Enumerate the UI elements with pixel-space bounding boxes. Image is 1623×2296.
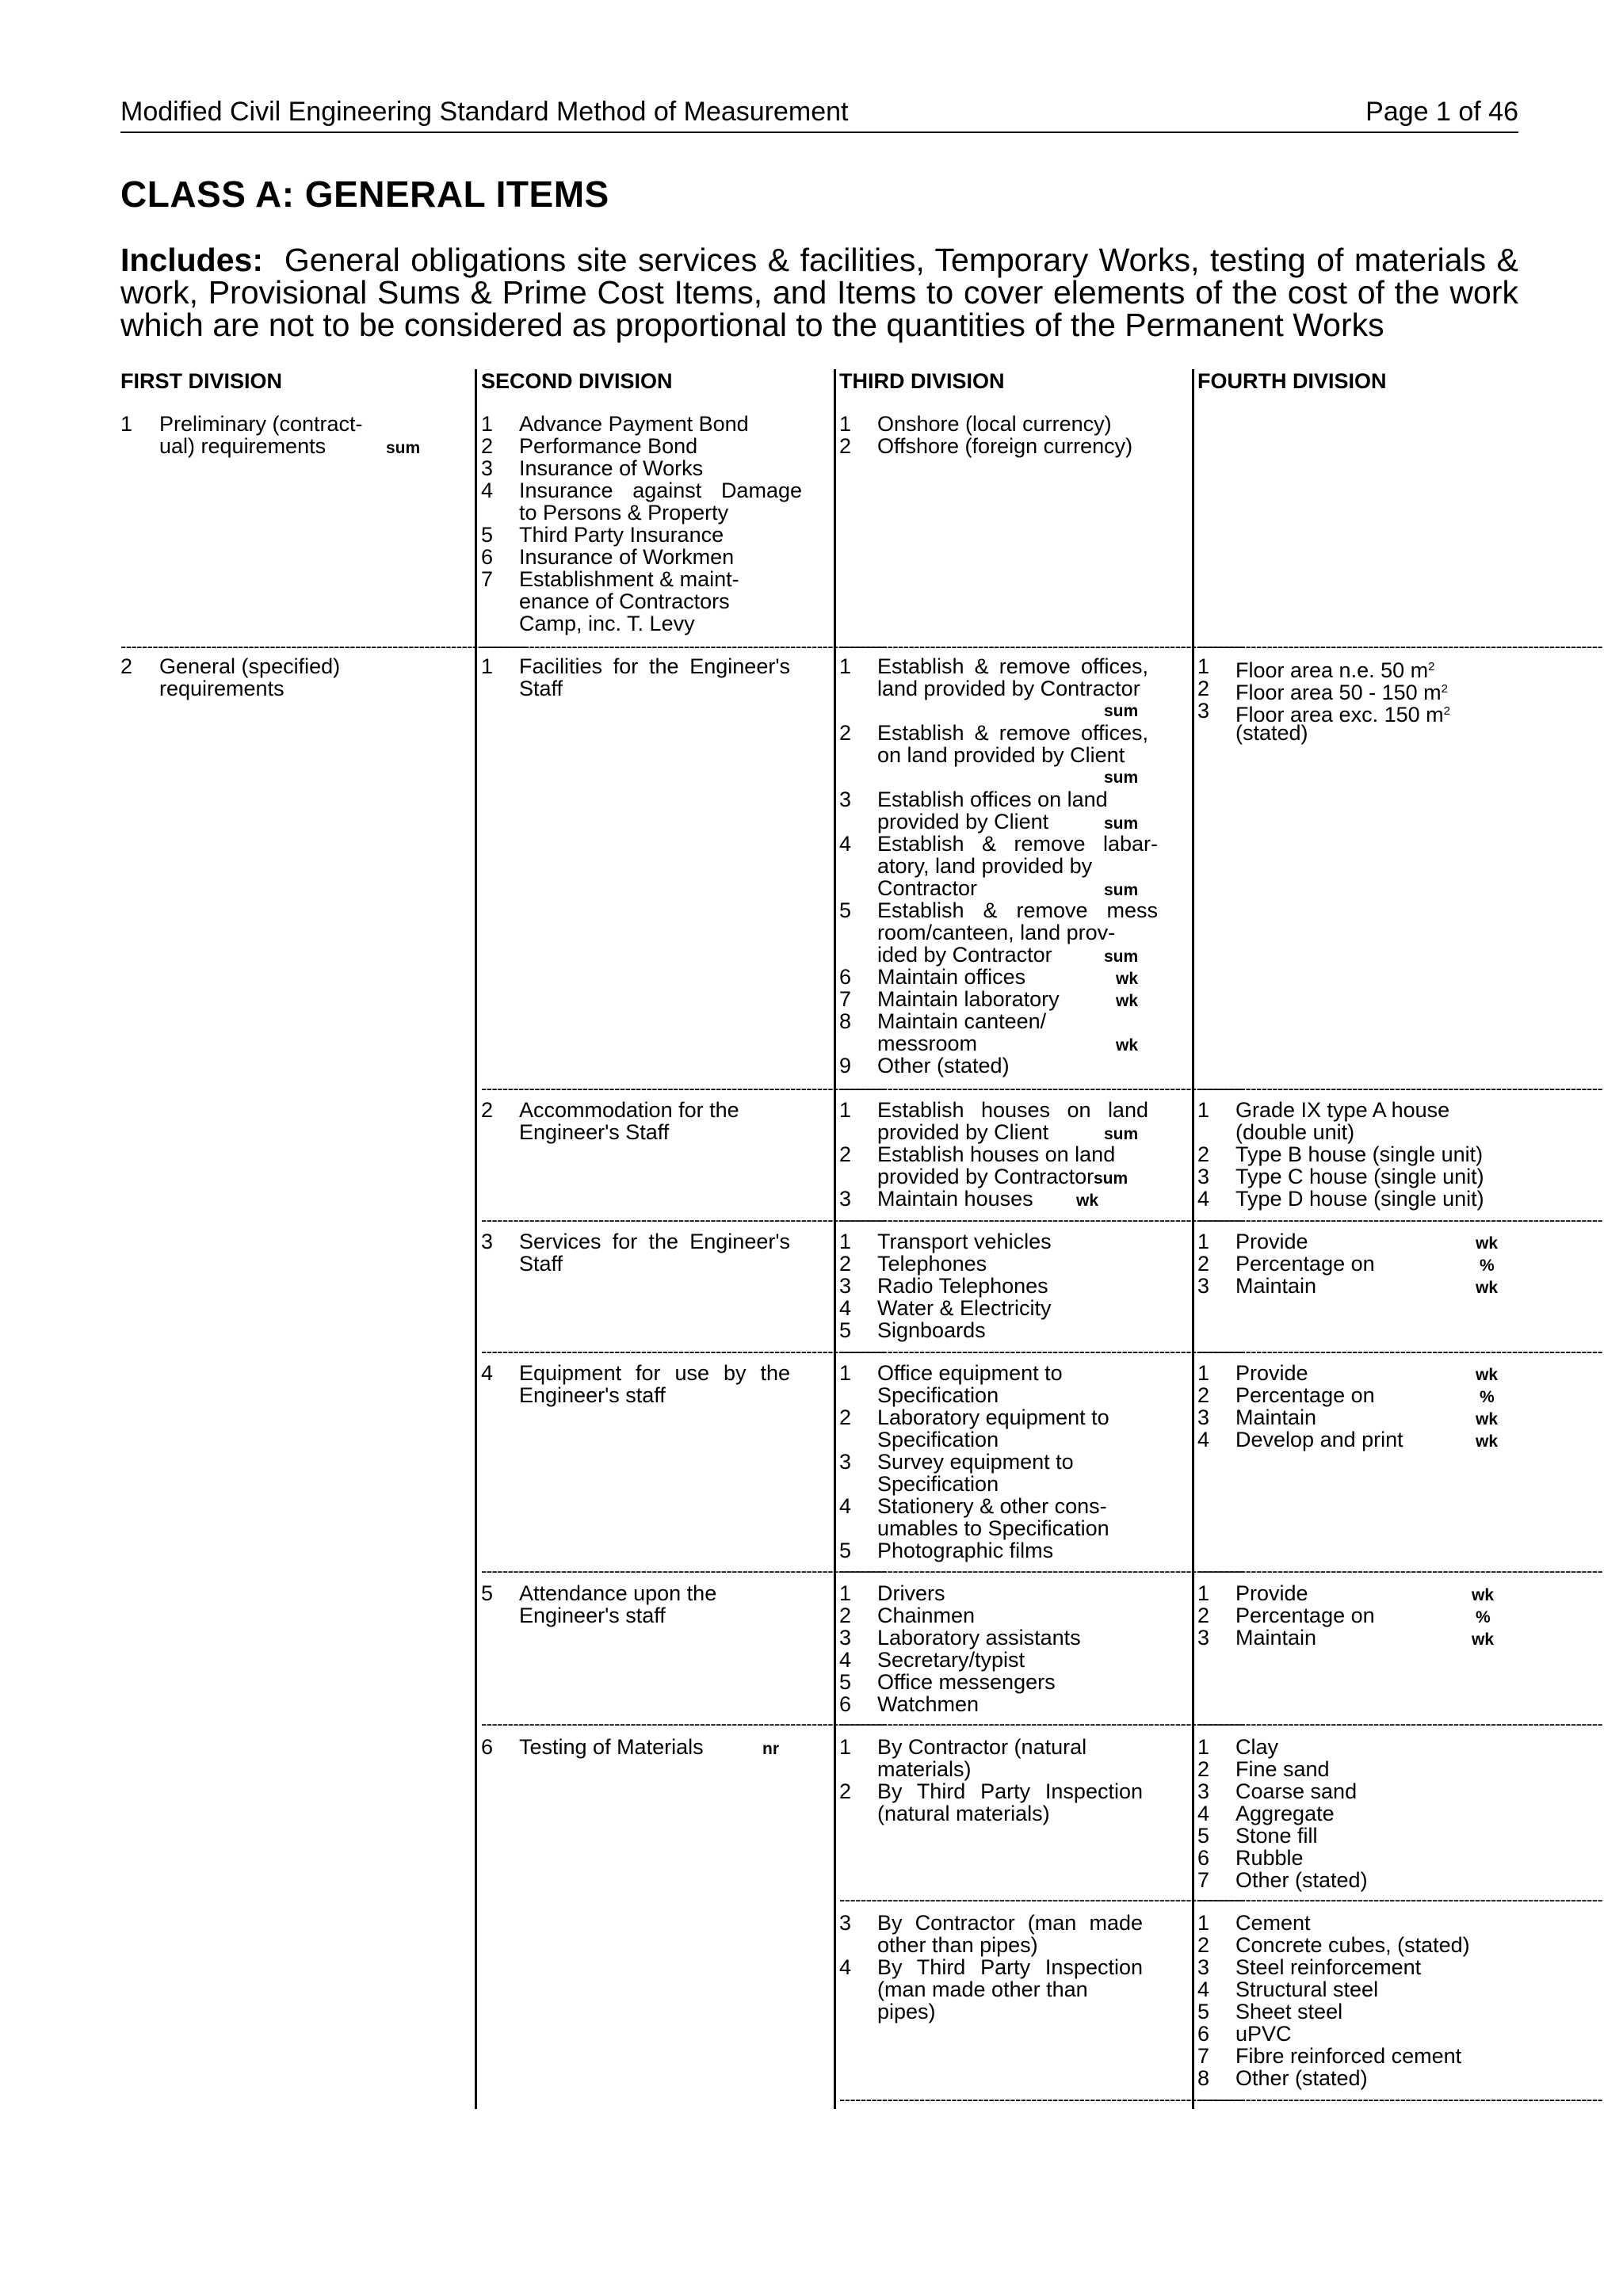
fourth-item-label: Sheet steel: [1235, 2000, 1343, 2023]
second-division-header: SECOND DIVISION: [481, 369, 673, 393]
third-item-label: provided by Client: [877, 810, 1049, 833]
fourth-item-label: Grade IX type A house: [1235, 1098, 1450, 1122]
fourth-item-label: Type C house (single unit): [1235, 1165, 1484, 1188]
first-item-label: ual) requirements: [159, 434, 327, 458]
third-item-label: Establish & remove offices,: [877, 721, 1148, 745]
unit-label: %: [1476, 1608, 1491, 1627]
third-item-label: Maintain offices: [877, 965, 1026, 989]
second-item-number: 2: [481, 1098, 494, 1122]
separator: ----------------------------------------------------------------------------: [481, 1210, 887, 1230]
fourth-division-header: FOURTH DIVISION: [1197, 369, 1387, 393]
fourth-item-number: 1: [1197, 1735, 1210, 1759]
third-item-label: provided by Client: [877, 1120, 1049, 1144]
fourth-item-number: 5: [1197, 2000, 1210, 2023]
fourth-item-label: Floor area 50 - 150 $m^2$: [1235, 681, 1448, 704]
third-item-label: Drivers: [877, 1581, 945, 1605]
second-item-number: 5: [481, 1581, 494, 1605]
second-item-number: 2: [481, 434, 494, 458]
fourth-item-label: Floor area exc. 150 $m^2$: [1235, 703, 1450, 727]
separator: ----------------------------------------------------------------------------: [1197, 636, 1603, 656]
third-item-label: Maintain canteen/: [877, 1009, 1047, 1033]
third-item-label: (man made other than: [877, 1978, 1088, 2001]
fourth-item-number: 4: [1197, 1802, 1210, 1825]
fourth-item-number: 2: [1197, 1252, 1210, 1276]
fourth-item-label: Other (stated): [1235, 1868, 1368, 1892]
third-item-label: room/canteen, land prov-: [877, 921, 1116, 944]
fourth-item-number: 5: [1197, 1824, 1210, 1848]
third-item-number: 2: [839, 1779, 852, 1803]
third-item-label: Radio Telephones: [877, 1274, 1048, 1298]
unit-label: %: [1480, 1388, 1495, 1406]
fourth-item-label: (double unit): [1235, 1120, 1355, 1144]
third-item-number: 4: [839, 1296, 852, 1320]
fourth-item-number: 1: [1197, 654, 1210, 678]
unit-label: sum: [1104, 1125, 1139, 1143]
second-item-number: 4: [481, 479, 494, 502]
third-item-label: Other (stated): [877, 1054, 1010, 1077]
includes-paragraph: [120, 244, 1518, 341]
second-item-label: Services for the Engineer's: [519, 1230, 790, 1253]
third-item-number: 2: [839, 434, 852, 458]
fourth-item-label: Cement: [1235, 1911, 1311, 1935]
third-item-label: Maintain laboratory: [877, 987, 1060, 1011]
page-number: Page 1 of 46: [1365, 97, 1518, 127]
second-item-label: Testing of Materials: [519, 1735, 704, 1759]
fourth-item-label: Coarse sand: [1235, 1779, 1358, 1803]
fourth-item-number: 3: [1197, 1779, 1210, 1803]
third-item-label: Establish & remove mess: [877, 898, 1158, 922]
third-item-number: 4: [839, 1955, 852, 1979]
separator: ----------------------------------------------------------------------------: [1197, 1341, 1603, 1361]
second-item-label: Performance Bond: [519, 434, 698, 458]
fourth-item-number: 2: [1197, 1604, 1210, 1627]
unit-label: wk: [1116, 970, 1139, 988]
fourth-item-number: 3: [1197, 1626, 1210, 1650]
third-division-rule: [834, 369, 836, 2109]
third-item-number: 7: [839, 987, 852, 1011]
unit-label: wk: [1116, 1036, 1139, 1055]
unit-label: sum: [1104, 814, 1139, 833]
first-item-label: requirements: [159, 677, 285, 700]
second-item-label: Insurance against Damage: [519, 479, 802, 502]
separator: ----------------------------------------------------------------------------: [839, 1341, 1245, 1361]
third-item-label: other than pipes): [877, 1933, 1038, 1957]
fourth-item-number: 3: [1197, 1955, 1210, 1979]
separator: ----------------------------------------------------------------------------: [481, 1078, 887, 1098]
third-item-label: By Contractor (natural: [877, 1735, 1087, 1759]
fourth-item-label: Clay: [1235, 1735, 1279, 1759]
fourth-item-label: Stone fill: [1235, 1824, 1318, 1848]
third-item-number: 5: [839, 1670, 852, 1694]
third-item-number: 3: [839, 1274, 852, 1298]
unit-label: %: [1480, 1257, 1495, 1275]
fourth-item-number: 1: [1197, 1230, 1210, 1253]
second-item-label: Insurance of Works: [519, 456, 704, 480]
second-item-number: 1: [481, 654, 494, 678]
second-item-number: 4: [481, 1361, 494, 1385]
fourth-item-number: 3: [1197, 1165, 1210, 1188]
fourth-item-label: uPVC: [1235, 2022, 1292, 2046]
second-item-label: Insurance of Workmen: [519, 545, 735, 569]
third-item-number: 8: [839, 1009, 852, 1033]
second-item-label: Engineer's staff: [519, 1604, 666, 1627]
third-item-number: 2: [839, 1405, 852, 1429]
first-item-label: Preliminary (contract-: [159, 412, 363, 436]
third-item-number: 3: [839, 1626, 852, 1650]
third-item-number: 1: [839, 1735, 852, 1759]
third-item-number: 1: [839, 1361, 852, 1385]
second-item-label: Establishment & maint-: [519, 567, 739, 591]
third-item-label: Chainmen: [877, 1604, 976, 1627]
fourth-item-number: 4: [1197, 1187, 1210, 1211]
first-item-label: General (specified): [159, 654, 341, 678]
fourth-item-number: 2: [1197, 1933, 1210, 1957]
separator: ----------------------------------------------------------------------------: [839, 1890, 1245, 1909]
separator: ----------------------------------------------------------------------------: [1197, 1078, 1603, 1098]
second-item-label: Attendance upon the: [519, 1581, 717, 1605]
second-item-number: 7: [481, 567, 494, 591]
third-item-label: materials): [877, 1757, 972, 1781]
third-item-label: Establish houses on land: [877, 1098, 1148, 1122]
third-item-label: Establish houses on land: [877, 1142, 1116, 1166]
fourth-item-label: Steel reinforcement: [1235, 1955, 1422, 1979]
unit-label: sum: [1104, 769, 1139, 787]
second-item-number: 6: [481, 545, 494, 569]
unit-label: wk: [1476, 1234, 1499, 1253]
fourth-item-label: Aggregate: [1235, 1802, 1335, 1825]
third-item-label: Establish & remove offices,: [877, 654, 1148, 678]
separator: ----------------------------------------------------------------------------: [1197, 1210, 1603, 1230]
third-item-label: Water & Electricity: [877, 1296, 1052, 1320]
third-item-number: 6: [839, 965, 852, 989]
fourth-item-number: 4: [1197, 1428, 1210, 1451]
third-item-label: on land provided by Client: [877, 743, 1125, 767]
fourth-item-number: 1: [1197, 1581, 1210, 1605]
third-item-label: provided by Contractor: [877, 1165, 1094, 1188]
third-item-label: Photographic films: [877, 1539, 1054, 1562]
third-item-label: Establish offices on land: [877, 788, 1108, 811]
unit-label: nr: [762, 1740, 779, 1758]
second-item-number: 5: [481, 523, 494, 547]
third-item-number: 2: [839, 721, 852, 745]
fourth-item-label: (stated): [1235, 721, 1308, 745]
second-item-label: Camp, inc. T. Levy: [519, 612, 695, 635]
third-item-label: Specification: [877, 1428, 999, 1451]
separator: ----------------------------------------------------------------------------: [1197, 2089, 1603, 2109]
unit-label: wk: [1476, 1410, 1499, 1428]
third-item-number: 4: [839, 1648, 852, 1672]
third-item-label: Telephones: [877, 1252, 987, 1276]
unit-label: wk: [1476, 1366, 1499, 1384]
fourth-item-number: 3: [1197, 699, 1210, 723]
separator: ----------------------------------------------------------------------------: [1197, 1890, 1603, 1909]
fourth-item-label: Provide: [1235, 1361, 1308, 1385]
third-item-label: umables to Specification: [877, 1516, 1109, 1540]
separator: ----------------------------------------------------------------------------: [839, 1210, 1245, 1230]
third-item-label: Specification: [877, 1472, 999, 1496]
second-item-label: Equipment for use by the: [519, 1361, 790, 1385]
fourth-item-number: 2: [1197, 677, 1210, 700]
separator: ----------------------------------------------------------------------------: [839, 1714, 1245, 1733]
third-item-label: By Third Party Inspection: [877, 1955, 1143, 1979]
third-item-number: 3: [839, 1187, 852, 1211]
fourth-item-number: 7: [1197, 2044, 1210, 2068]
fourth-item-label: Maintain: [1235, 1274, 1317, 1298]
third-item-number: 3: [839, 788, 852, 811]
fourth-item-label: Concrete cubes, (stated): [1235, 1933, 1470, 1957]
fourth-item-number: 1: [1197, 1361, 1210, 1385]
separator: ----------------------------------------------------------------------------: [481, 1561, 887, 1581]
fourth-item-label: Percentage on: [1235, 1604, 1375, 1627]
header-rule: [120, 132, 1518, 133]
unit-label: sum: [1104, 702, 1139, 720]
third-item-label: (natural materials): [877, 1802, 1050, 1825]
third-item-label: Maintain houses: [877, 1187, 1033, 1211]
third-item-label: Laboratory assistants: [877, 1626, 1081, 1650]
first-item-number: 2: [120, 654, 133, 678]
unit-label: sum: [1094, 1169, 1128, 1188]
third-item-number: 5: [839, 1539, 852, 1562]
fourth-item-label: Maintain: [1235, 1626, 1317, 1650]
second-item-label: to Persons & Property: [519, 501, 729, 524]
fourth-item-label: Rubble: [1235, 1846, 1304, 1870]
third-item-label: Contractor: [877, 876, 978, 900]
third-item-number: 5: [839, 1318, 852, 1342]
third-item-label: pipes): [877, 2000, 936, 2023]
fourth-item-label: Percentage on: [1235, 1252, 1375, 1276]
third-item-label: Survey equipment to: [877, 1450, 1074, 1474]
first-division-header: FIRST DIVISION: [120, 369, 283, 393]
second-item-label: Facilities for the Engineer's: [519, 654, 790, 678]
separator: ----------------------------------------------------------------------------: [120, 636, 526, 656]
fourth-item-label: Other (stated): [1235, 2066, 1368, 2090]
class-title: CLASS A: GENERAL ITEMS: [120, 174, 609, 215]
third-item-number: 3: [839, 1450, 852, 1474]
fourth-item-number: 1: [1197, 1911, 1210, 1935]
fourth-item-label: Provide: [1235, 1230, 1308, 1253]
third-item-number: 5: [839, 898, 852, 922]
separator: ----------------------------------------------------------------------------: [481, 1341, 887, 1361]
third-item-label: By Contractor (man made: [877, 1911, 1143, 1935]
fourth-division-rule: [1192, 369, 1194, 2109]
third-item-number: 2: [839, 1142, 852, 1166]
fourth-item-number: 8: [1197, 2066, 1210, 2090]
fourth-item-label: Floor area n.e. 50 $m^2$: [1235, 658, 1435, 682]
third-item-label: Specification: [877, 1383, 999, 1407]
third-division-header: THIRD DIVISION: [839, 369, 1005, 393]
fourth-item-number: 6: [1197, 2022, 1210, 2046]
fourth-item-number: 3: [1197, 1405, 1210, 1429]
third-item-number: 1: [839, 654, 852, 678]
second-item-number: 6: [481, 1735, 494, 1759]
fourth-item-label: Fibre reinforced cement: [1235, 2044, 1462, 2068]
second-item-label: Engineer's staff: [519, 1383, 666, 1407]
third-item-label: By Third Party Inspection: [877, 1779, 1143, 1803]
second-item-label: Advance Payment Bond: [519, 412, 749, 436]
separator: ----------------------------------------------------------------------------: [839, 636, 1245, 656]
third-item-number: 9: [839, 1054, 852, 1077]
first-item-number: 1: [120, 412, 133, 436]
fourth-item-number: 4: [1197, 1978, 1210, 2001]
unit-label: wk: [1116, 992, 1139, 1010]
third-item-label: Watchmen: [877, 1692, 980, 1716]
third-item-number: 2: [839, 1252, 852, 1276]
second-item-label: Accommodation for the: [519, 1098, 739, 1122]
third-item-number: 6: [839, 1692, 852, 1716]
separator: ----------------------------------------------------------------------------: [481, 1714, 887, 1733]
third-item-number: 1: [839, 1098, 852, 1122]
unit-label: wk: [1472, 1630, 1495, 1649]
separator: ----------------------------------------------------------------------------: [839, 2089, 1245, 2109]
separator: ----------------------------------------------------------------------------: [1197, 1714, 1603, 1733]
third-item-number: 3: [839, 1911, 852, 1935]
unit-label: wk: [1476, 1279, 1499, 1297]
fourth-item-number: 2: [1197, 1383, 1210, 1407]
third-item-number: 1: [839, 1581, 852, 1605]
second-item-label: Staff: [519, 1252, 563, 1276]
separator: ----------------------------------------------------------------------------: [839, 1561, 1245, 1581]
third-item-label: Signboards: [877, 1318, 986, 1342]
separator: ----------------------------------------------------------------------------: [481, 636, 887, 656]
second-item-label: Engineer's Staff: [519, 1120, 670, 1144]
third-item-label: Secretary/typist: [877, 1648, 1025, 1672]
unit-label: wk: [1076, 1192, 1099, 1210]
fourth-item-number: 2: [1197, 1142, 1210, 1166]
third-item-number: 2: [839, 1604, 852, 1627]
unit-label: sum: [386, 439, 421, 457]
unit-label: wk: [1476, 1432, 1499, 1451]
fourth-item-label: Provide: [1235, 1581, 1308, 1605]
fourth-item-number: 2: [1197, 1757, 1210, 1781]
third-item-number: 4: [839, 1494, 852, 1518]
fourth-item-label: Structural steel: [1235, 1978, 1379, 2001]
unit-label: sum: [1104, 948, 1139, 966]
second-item-number: 3: [481, 456, 494, 480]
second-item-label: enance of Contractors: [519, 589, 730, 613]
fourth-item-label: Type D house (single unit): [1235, 1187, 1484, 1211]
third-item-number: 4: [839, 832, 852, 856]
third-item-label: Establish & remove labar-: [877, 832, 1158, 856]
separator: ----------------------------------------------------------------------------: [1197, 1561, 1603, 1581]
third-item-number: 1: [839, 1230, 852, 1253]
document-title: Modified Civil Engineering Standard Method of Measurement: [120, 97, 849, 127]
second-item-label: Staff: [519, 677, 563, 700]
third-item-label: Stationery & other cons-: [877, 1494, 1107, 1518]
third-item-label: messroom: [877, 1032, 978, 1055]
third-item-label: Office messengers: [877, 1670, 1056, 1694]
unit-label: wk: [1472, 1586, 1495, 1604]
third-item-label: ided by Contractor: [877, 943, 1052, 967]
fourth-item-number: 7: [1197, 1868, 1210, 1892]
includes-label: Includes:: [120, 242, 263, 278]
includes-text: General obligations site services & facilities, Temporary Works, testing of materials & work, Provisional Sums & Prime Cost Items, and Items to cover elements of the cost of the work which are not to be considered as proportional to the quantities of the Permanent Works: [120, 242, 1518, 343]
fourth-item-label: Develop and print: [1235, 1428, 1403, 1451]
fourth-item-label: Maintain: [1235, 1405, 1317, 1429]
fourth-item-label: Fine sand: [1235, 1757, 1330, 1781]
fourth-item-label: Type B house (single unit): [1235, 1142, 1484, 1166]
fourth-item-number: 3: [1197, 1274, 1210, 1298]
third-item-label: Office equipment to: [877, 1361, 1063, 1385]
third-item-label: Offshore (foreign currency): [877, 434, 1133, 458]
third-item-label: atory, land provided by: [877, 854, 1093, 878]
third-item-label: Onshore (local currency): [877, 412, 1112, 436]
third-item-label: land provided by Contractor: [877, 677, 1140, 700]
unit-label: sum: [1104, 881, 1139, 899]
fourth-item-label: Percentage on: [1235, 1383, 1375, 1407]
separator: ----------------------------------------------------------------------------: [839, 1078, 1245, 1098]
second-item-number: 1: [481, 412, 494, 436]
third-item-number: 1: [839, 412, 852, 436]
second-division-rule: [475, 369, 477, 2109]
third-item-label: Laboratory equipment to: [877, 1405, 1109, 1429]
third-item-label: Transport vehicles: [877, 1230, 1052, 1253]
fourth-item-number: 6: [1197, 1846, 1210, 1870]
second-item-number: 3: [481, 1230, 494, 1253]
fourth-item-number: 1: [1197, 1098, 1210, 1122]
second-item-label: Third Party Insurance: [519, 523, 724, 547]
